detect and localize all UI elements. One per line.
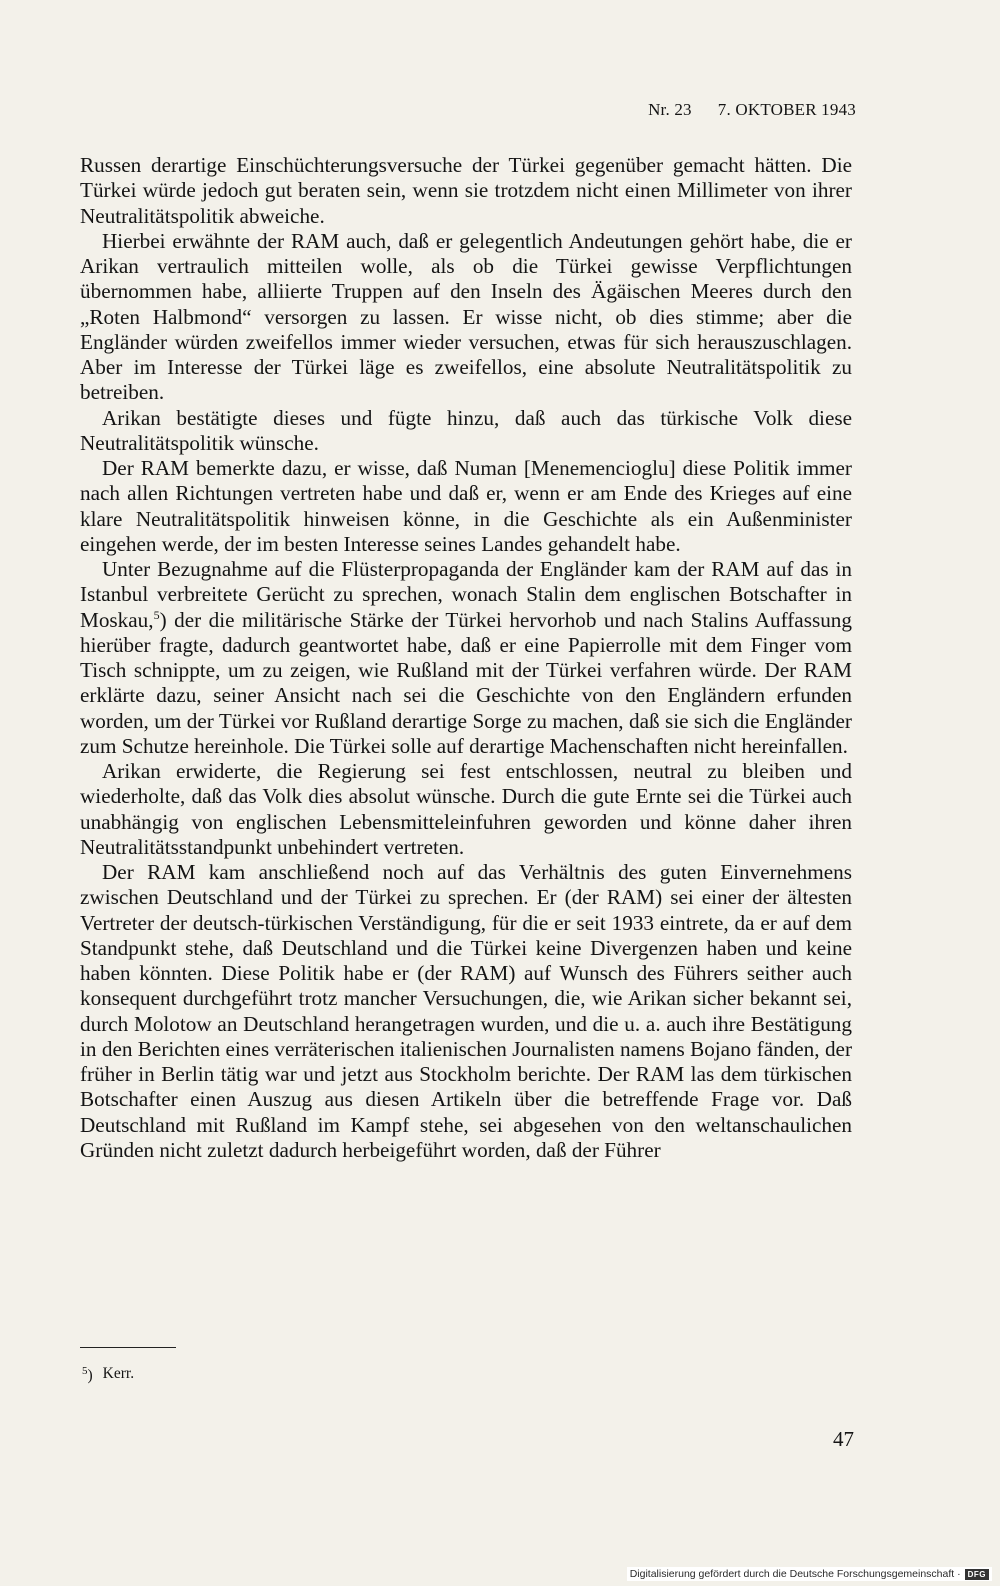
footnote-marker	[82, 1365, 93, 1385]
page-number: 47	[833, 1427, 854, 1451]
footnote-reference[interactable]: 5	[153, 607, 160, 622]
issue-number: Nr. 23	[648, 100, 692, 119]
body-text	[80, 153, 852, 1163]
paragraph-7: Der RAM kam anschließend noch auf das Verhältnis des guten Einvernehmens zwischen Deutschland und der Türkei zu sprechen. Er (der RAM) sei einer der ältesten Vertreter der deutsch-türkischen Verständigung, für die er seit 1933 eintrete, da er auf dem Standpunkt stehe, daß Deutschland und die Türkei keine Divergenzen haben und keine haben könnten. Diese Politik habe er (der RAM) auf Wunsch des Führers seither auch konsequent durchgeführt trotz mancher Versuchungen, die, wie Arikan sicher bekannt sei, durch Molotow an Deutschland herangetragen wurden, und die u. a. auch ihre Bestätigung in den Berichten eines verräterischen italienischen Journalisten namens Bojano fänden, der früher in Berlin tätig war und jetzt aus Stockholm berichte. Der RAM las dem türkischen Botschafter einen Auszug aus diesen Artikeln über die betreffende Frage vor. Daß Deutschland mit Rußland im Kampf stehe, sei abgesehen von den weltanschaulichen Gründen nicht zuletzt dadurch herbeigeführt worden, daß der Führer	[80, 860, 852, 1162]
issue-date: 7. OKTOBER 1943	[717, 100, 856, 119]
paragraph-5-after: ) der die militärische Stärke der Türkei hervorhob und nach Stalins Auffassung hierüber fragte, dadurch geantwortet habe, daß er eine Papierrolle mit dem Finger vom Tisch schnippte, um zu zeigen, wie Rußland mit der Türkei verfahren würde. Der RAM erklärte dazu, seiner Ansicht nach sei die Geschichte von den Engländern erfunden worden, um der Türkei vor Rußland derartige Sorge zu machen, daß sie sich die Engländer zum Schutze hereinhole. Die Türkei solle auf derartige Machenschaften nicht hereinfallen.	[80, 607, 852, 758]
paragraph-2: Hierbei erwähnte der RAM auch, daß er gelegentlich Andeutungen gehört habe, die er Arikan vertraulich mitteilen wolle, als ob die Türkei gewisse Verpflichtungen übernommen habe, alliierte Truppen auf den Inseln des Ägäischen Meeres durch den „Roten Halbmond“ versorgen zu lassen. Er wisse nicht, ob dies stimme; aber die Engländer würden zweifellos immer wieder versuchen, etwas für sich herauszuschlagen. Aber im Interesse der Türkei läge es zweifellos, eine absolute Neutralitätspolitik zu betreiben.	[80, 228, 852, 405]
paragraph-4: Der RAM bemerkte dazu, er wisse, daß Numan [Menemencioglu] diese Politik immer nach allen Richtungen vertreten habe und daß er, wenn er am Ende des Krieges auf eine klare Neutralitätspolitik hinweisen könne, in die Geschichte als ein Außenminister eingehen werde, der im besten Interesse seines Landes gehandelt habe.	[80, 456, 852, 556]
footnote-mark: 5	[82, 1365, 88, 1377]
page-header	[648, 100, 856, 120]
dfg-logo-icon: DFG	[965, 1569, 989, 1580]
footnote-paren: )	[87, 1367, 93, 1385]
credit-text: Digitalisierung gefördert durch die Deutsche Forschungsgemeinschaft ·	[629, 1568, 961, 1580]
footnote	[82, 1365, 134, 1385]
paragraph-1: Russen derartige Einschüchterungsversuche der Türkei gegenüber gemacht hätten. Die Türkei würde jedoch gut beraten sein, wenn sie trotzdem nicht einen Millimeter von ihrer Neutralitätspolitik abweiche.	[80, 153, 852, 228]
paragraph-3: Arikan bestätigte dieses und fügte hinzu, daß auch das türkische Volk diese Neutralitätspolitik wünsche.	[80, 405, 852, 455]
footnote-text: Kerr.	[102, 1365, 135, 1382]
paragraph-5	[80, 557, 852, 759]
paragraph-5-before: Unter Bezugnahme auf die Flüsterpropaganda der Engländer kam der RAM auf das in Istanbul verbreitete Gerücht zu sprechen, wonach Stalin dem englischen Botschafter in Moskau,	[80, 557, 852, 632]
paragraph-6: Arikan erwiderte, die Regierung sei fest entschlossen, neutral zu bleiben und wiederholte, daß das Volk dies absolut wünsche. Durch die gute Ernte sei die Türkei auch unabhängig von englischen Lebensmitteleinfuhren geworden und könne daher ihren Neutralitätsstandpunkt unbehindert vertreten.	[80, 759, 852, 859]
digitization-credit	[627, 1567, 992, 1581]
footnote-divider	[80, 1347, 176, 1348]
